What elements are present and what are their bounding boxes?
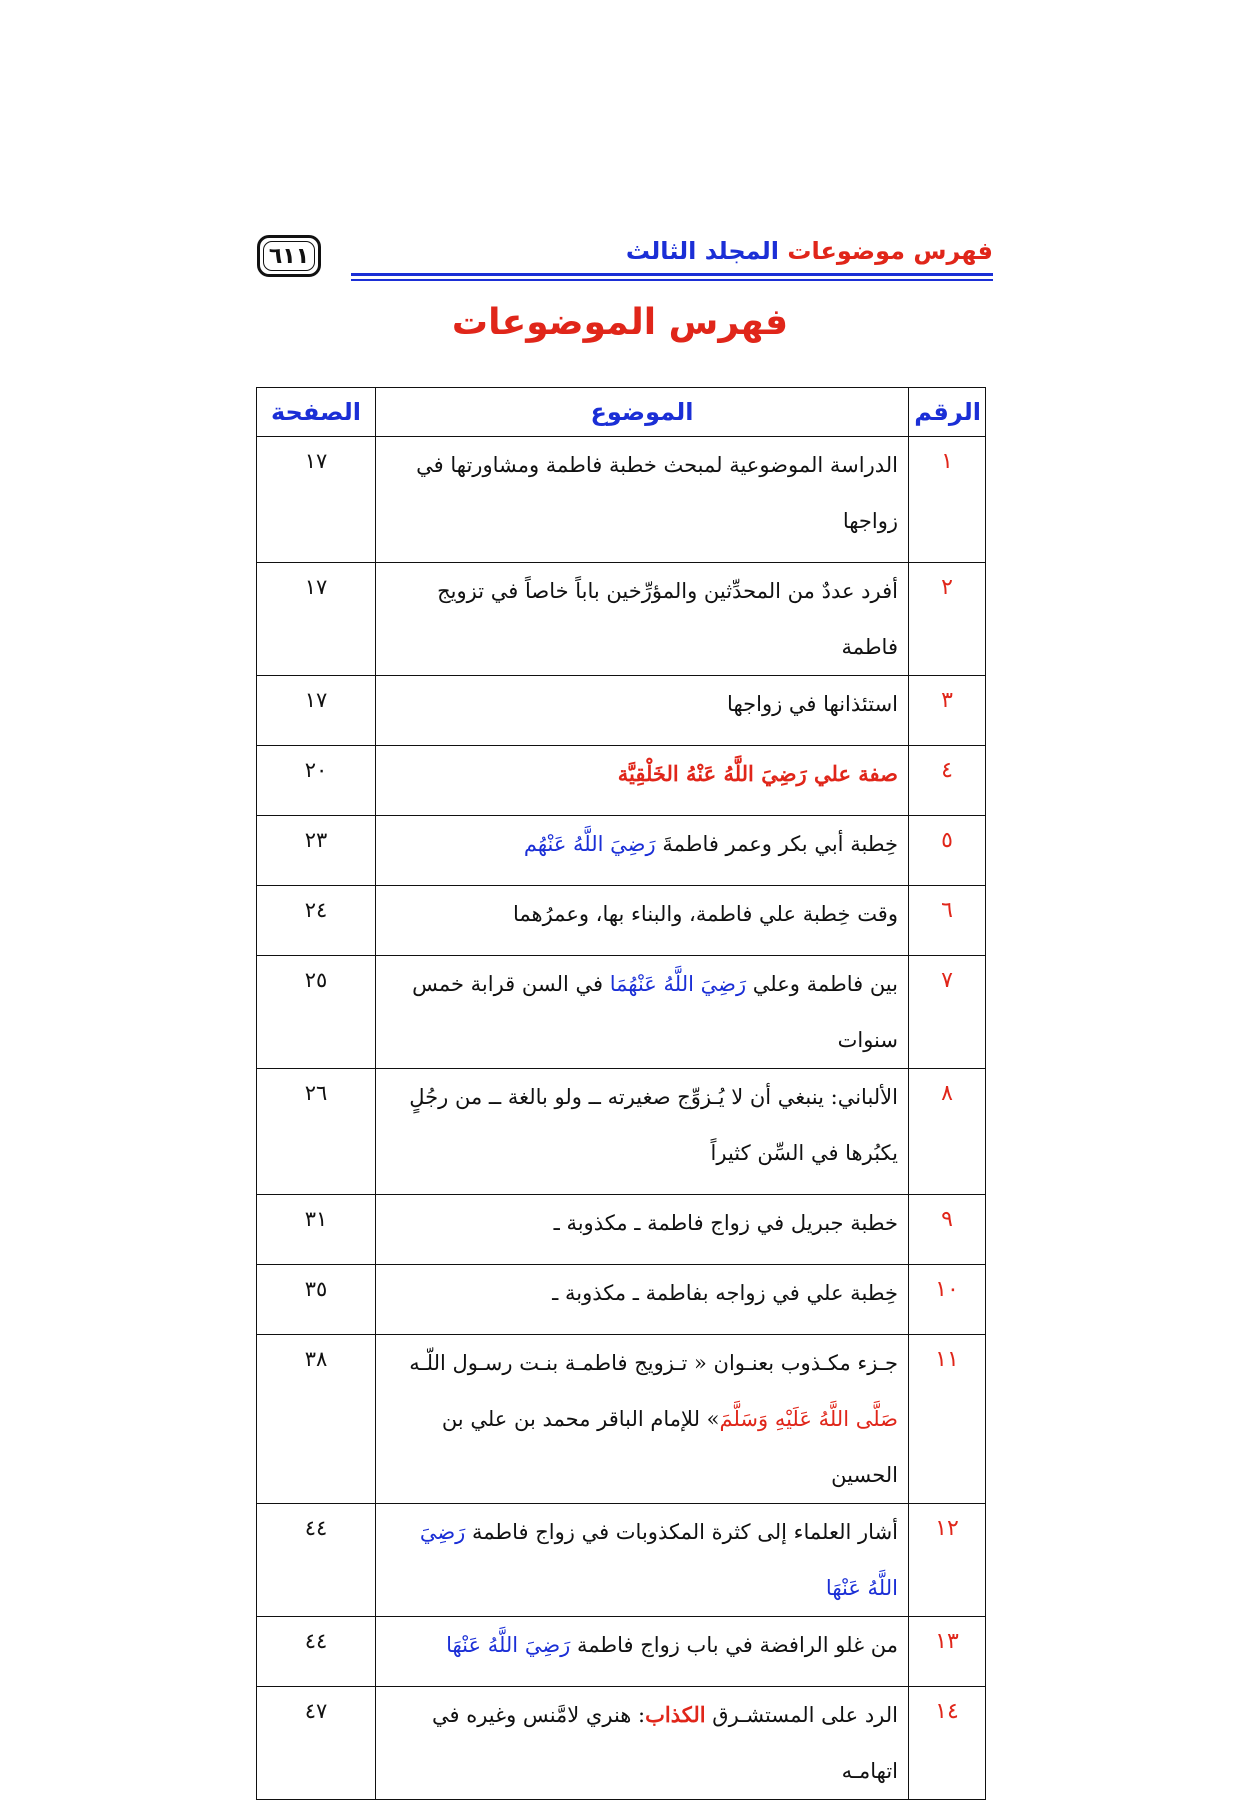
row-topic: الدراسة الموضوعية لمبحث خطبة فاطمة ومشاورتها في زواجها	[376, 437, 909, 563]
row-number: ٣	[909, 676, 986, 746]
table-row	[257, 746, 986, 816]
header-topic: الموضوع	[376, 388, 909, 437]
row-number: ١١	[909, 1335, 986, 1504]
honorific: رَضِيَ اللَّهُ عَنْهَا	[446, 1633, 571, 1657]
table-row	[257, 886, 986, 956]
row-number: ٢	[909, 563, 986, 676]
row-topic	[376, 1335, 909, 1504]
table-row	[257, 816, 986, 886]
row-number: ١٠	[909, 1265, 986, 1335]
table-row	[257, 437, 986, 563]
running-title-part-b: المجلد الثالث	[625, 237, 779, 265]
row-page: ١٧	[257, 437, 376, 563]
row-topic-text: أشار العلماء إلى كثرة المكذوبات في زواج فاطمة	[472, 1520, 898, 1544]
row-topic	[376, 1617, 909, 1687]
row-page: ٢٦	[257, 1069, 376, 1195]
header-rule	[351, 273, 993, 276]
row-number: ٤	[909, 746, 986, 816]
header-page: الصفحة	[257, 388, 376, 437]
row-number: ٨	[909, 1069, 986, 1195]
row-topic-text: جـزء مكـذوب بعنـوان « تـزويج فاطمـة بنـت رسـول اللّـه	[409, 1351, 898, 1375]
row-topic	[376, 1504, 909, 1617]
honorific: صَلَّى اللَّهُ عَلَيْهِ وَسَلَّمَ	[719, 1407, 898, 1431]
row-topic-text-cont: : هنري لامَّنس وغيره في اتهامـه	[431, 1703, 898, 1783]
row-page: ٤٤	[257, 1504, 376, 1617]
row-topic: وقت خِطبة علي فاطمة، والبناء بها، وعمرُهما	[376, 886, 909, 956]
row-topic-text-cont: في السن قرابة خمس سنوات	[412, 972, 898, 1052]
row-topic	[376, 956, 909, 1069]
table-header-row	[257, 388, 986, 437]
row-page: ٣٥	[257, 1265, 376, 1335]
row-page: ٢٥	[257, 956, 376, 1069]
running-title-part-a: فهرس موضوعات	[787, 237, 993, 265]
row-topic-text: خِطبة أبي بكر وعمر فاطمةَ	[662, 832, 898, 856]
table-row	[257, 563, 986, 676]
header-num: الرقم	[909, 388, 986, 437]
row-page: ١٧	[257, 676, 376, 746]
table-row	[257, 956, 986, 1069]
row-number: ٩	[909, 1195, 986, 1265]
row-topic-text-cont: » للإمام الباقر محمد بن علي بن الحسين	[441, 1407, 898, 1487]
table-row	[257, 1195, 986, 1265]
row-number: ١٢	[909, 1504, 986, 1617]
row-page: ٢٠	[257, 746, 376, 816]
row-topic	[376, 1687, 909, 1800]
page-number: ٦١١	[268, 243, 310, 269]
row-topic-highlight: الكذاب	[645, 1702, 706, 1727]
row-number: ٧	[909, 956, 986, 1069]
table-row	[257, 1617, 986, 1687]
honorific: رَضِيَ اللَّهُ عَنْهَا	[419, 1520, 898, 1600]
table-row	[257, 1687, 986, 1800]
table-row	[257, 1335, 986, 1504]
running-title	[626, 237, 993, 265]
row-topic: خطبة جبريل في زواج فاطمة ـ مكذوبة ـ	[376, 1195, 909, 1265]
row-topic-text: الرد على المستشـرق	[712, 1703, 898, 1727]
table-row	[257, 1504, 986, 1617]
running-header	[255, 235, 993, 285]
page-title: فهرس الموضوعات	[451, 302, 789, 343]
row-topic: الألباني: ينبغي أن لا يُـزوِّج صغيرته ــ ولو بالغة ــ من رجُلٍ يكبُرها في السِّن كثيراً	[376, 1069, 909, 1195]
honorific: رَضِيَ اللَّهُ عَنْهُمَا	[609, 972, 747, 996]
header-rule-secondary	[351, 279, 993, 281]
row-number: ١٤	[909, 1687, 986, 1800]
row-topic: خِطبة علي في زواجه بفاطمة ـ مكذوبة ـ	[376, 1265, 909, 1335]
table-row	[257, 676, 986, 746]
row-page: ٤٧	[257, 1687, 376, 1800]
table-row	[257, 1069, 986, 1195]
page-number-box	[257, 235, 321, 277]
row-topic-text: بين فاطمة وعلي	[752, 972, 898, 996]
row-topic-text: من غلو الرافضة في باب زواج فاطمة	[576, 1633, 898, 1657]
contents-table	[256, 387, 986, 1800]
row-number: ١	[909, 437, 986, 563]
row-page: ٣١	[257, 1195, 376, 1265]
row-page: ٢٣	[257, 816, 376, 886]
row-topic: أفرد عددٌ من المحدِّثين والمؤرِّخين باباً خاصاً في تزويج فاطمة	[376, 563, 909, 676]
row-topic	[376, 816, 909, 886]
row-number: ٥	[909, 816, 986, 886]
table-row	[257, 1265, 986, 1335]
row-page: ٤٤	[257, 1617, 376, 1687]
row-topic: صفة علي رَضِيَ اللَّهُ عَنْهُ الخَلْقِيَّة	[376, 746, 909, 816]
row-number: ٦	[909, 886, 986, 956]
honorific: رَضِيَ اللَّهُ عَنْهُم	[523, 832, 656, 856]
row-number: ١٣	[909, 1617, 986, 1687]
row-page: ٣٨	[257, 1335, 376, 1504]
row-page: ١٧	[257, 563, 376, 676]
row-page: ٢٤	[257, 886, 376, 956]
row-topic: استئذانها في زواجها	[376, 676, 909, 746]
